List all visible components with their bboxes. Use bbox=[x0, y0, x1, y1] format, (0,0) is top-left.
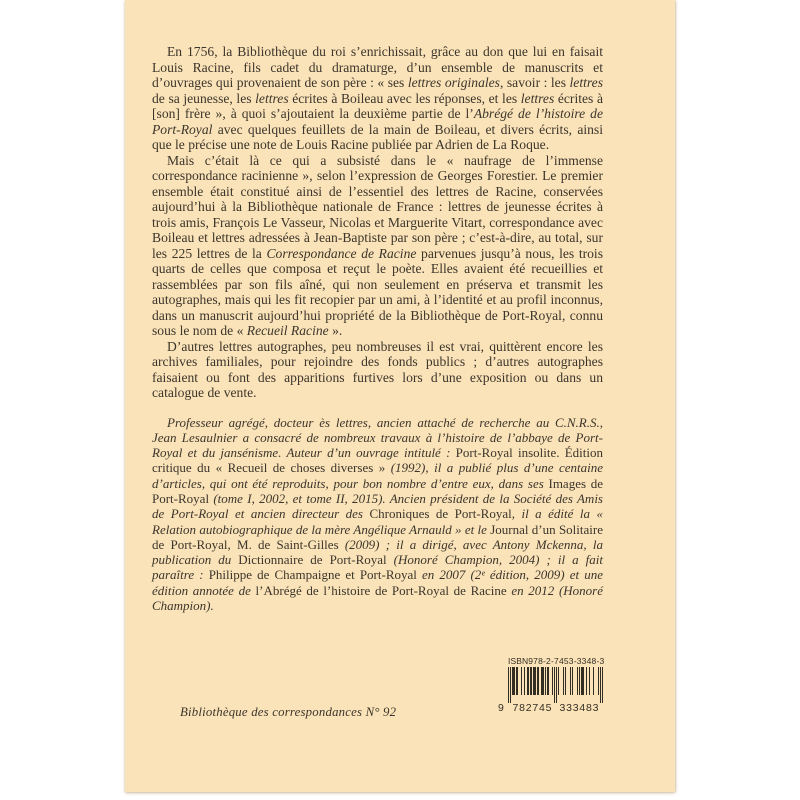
collection-line: Bibliothèque des correspondances N° 92 bbox=[180, 705, 397, 719]
isbn-line bbox=[508, 656, 603, 666]
isbn-label: ISBN bbox=[508, 656, 529, 666]
paragraph-autres-lettres: D’autres lettres autographes, peu nombreuses il est vrai, quittèrent encore les archives familiales, pour rejoindre des fonds publics ; d’autres autographes faisaient ou font des apparitions furtives lors d’une exposition ou dans un catalogue de vente. bbox=[152, 338, 603, 400]
body-text bbox=[152, 44, 603, 613]
barcode-digits-left: 782745 bbox=[512, 702, 552, 713]
barcode-digit-lead: 9 bbox=[498, 702, 504, 713]
book-back-cover bbox=[125, 0, 675, 792]
barcode-digits-right: 333483 bbox=[559, 702, 599, 713]
paragraph-naufrage-correspondance: Mais c’était là ce qui a subsisté dans le « naufrage de l’immense correspondance racinienne », selon l’expression de Georges Forestier. Le premier ensemble était constitué ainsi de l’essentiel des lettres de Racine, conservées aujourd’hui à la Bibliothèque nationale de France : lettres de jeunesse écrites à trois amis, François Le Vasseur, Nicolas et Marguerite Vitart, correspondance avec Boileau et lettres adressées à Jean-Baptiste par son père ; c’est-à-dire, au total, sur les 225 lettres de la Correspondance de Racine parvenues jusqu’à nous, les trois quarts de celles que composa et reçut le poète. Elles avaient été recueillies et rassemblées par son fils aîné, qui non seulement en préserva et transmit les autographes, mais qui les fit recopier par un ami, à l’identité et au profil inconnus, dans un manuscrit aujourd’hui propriété de la Bibliothèque de Port-Royal, connu sous le nom de « Recueil Racine ». bbox=[152, 152, 603, 338]
paragraph-donation-1756: En 1756, la Bibliothèque du roi s’enrichissait, grâce au don que lui en faisait Louis Racine, fils cadet du dramaturge, d’un ensemble de manuscrits et d’ouvrages qui provenaient de son père : « ses lettres originales, savoir : les lettres de sa jeunesse, les lettres écrites à Boileau avec les réponses, et les lettres écrites à [son] frère », à quoi s’ajoutaient la deuxième partie de l’Abrégé de l’histoire de Port-Royal avec quelques feuillets de la main de Boileau, et divers écrits, ainsi que le précise une note de Louis Racine publiée par Adrien de La Roque. bbox=[152, 44, 603, 152]
author-bio: Professeur agrégé, docteur ès lettres, ancien attaché de recherche au C.N.R.S., Jean Lesaulnier a consacré de nombreux travaux à l’histoire de l’abbaye de Port-Royal et du jansénisme. Auteur d’un ouvrage intitulé : Port-Royal insolite. Édition critique du « Recueil de choses diverses » (1992), il a publié plus d’une centaine d’articles, qui ont été reproduits, pour bon nombre d’entre eux, dans ses Images de Port-Royal (tome I, 2002, et tome II, 2015). Ancien président de la Société des Amis de Port-Royal et ancien directeur des Chroniques de Port-Royal, il a édité la « Relation autobiographique de la mère Angélique Arnauld » et le Journal d’un Solitaire de Port-Royal, M. de Saint-Gilles (2009) ; il a dirigé, avec Antony Mckenna, la publication du Dictionnaire de Port-Royal (Honoré Champion, 2004) ; il a fait paraître : Philippe de Champaigne et Port-Royal en 2007 (2ᵉ édition, 2009) et une édition annotée de l’Abrégé de l’histoire de Port-Royal de Racine en 2012 (Honoré Champion). bbox=[152, 414, 604, 614]
ean-barcode bbox=[497, 667, 603, 713]
isbn-number: 978-2-7453-3348-3 bbox=[528, 656, 605, 666]
